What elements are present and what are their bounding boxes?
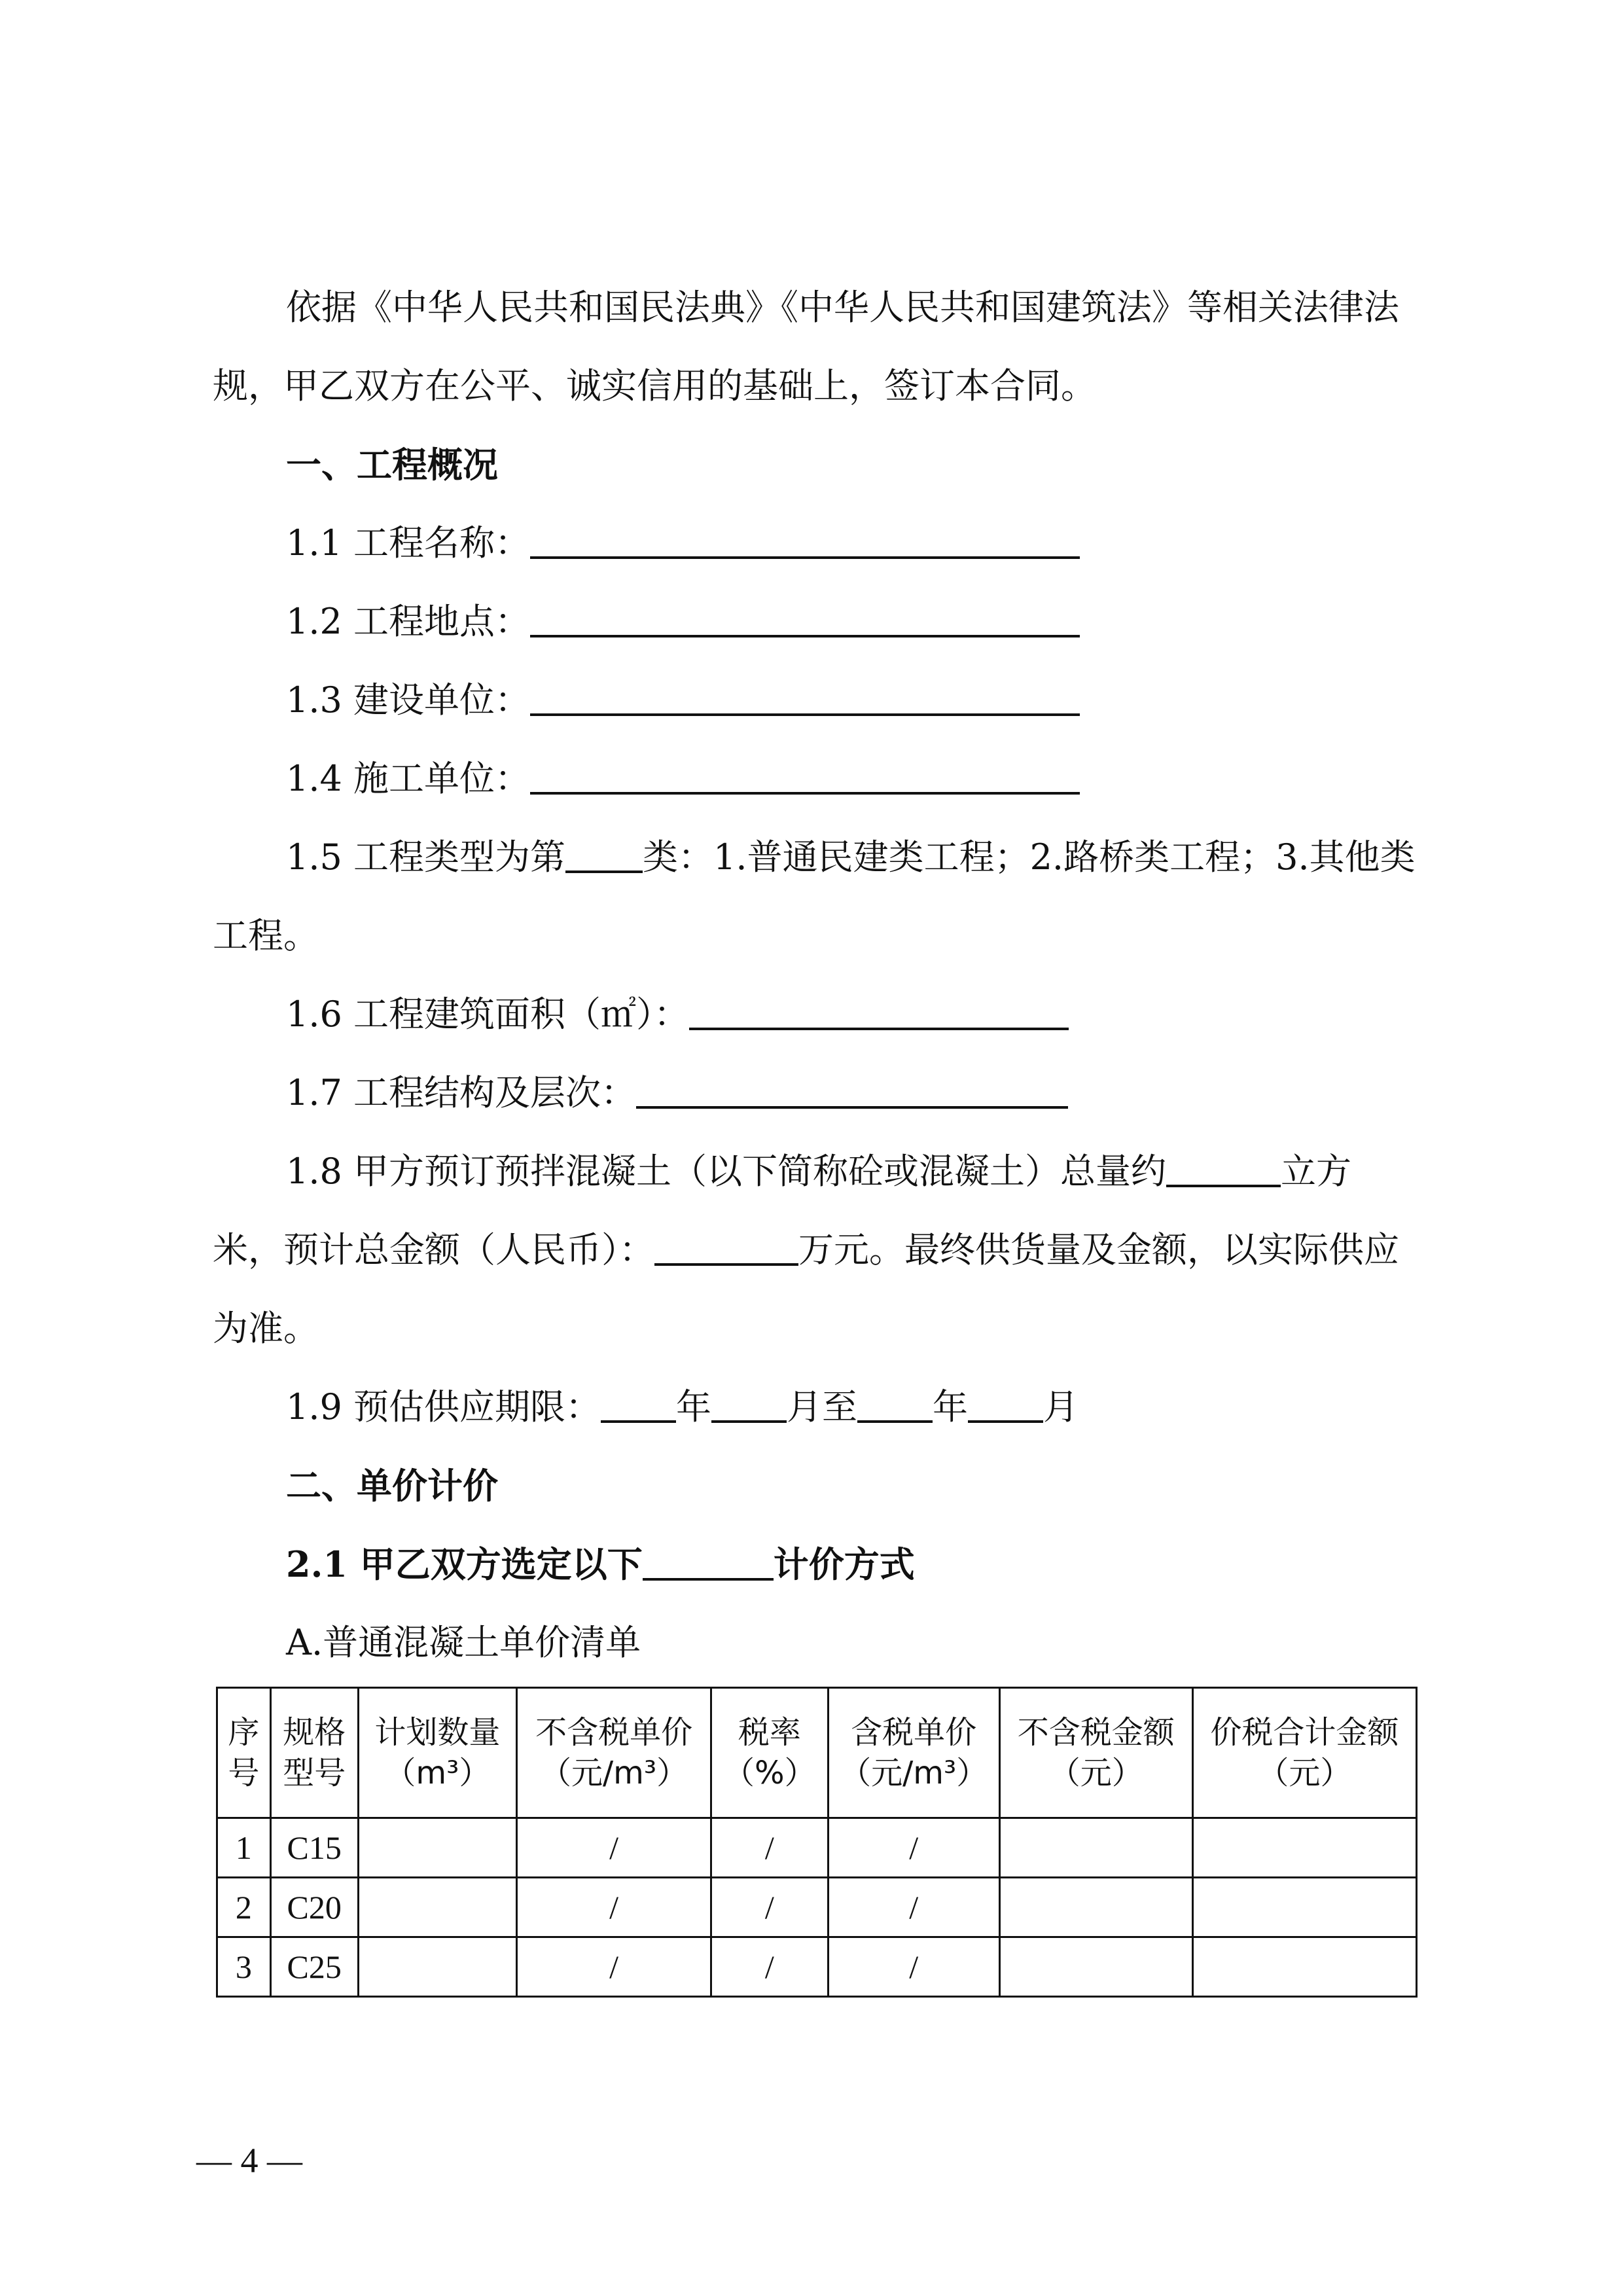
project-type-options: 类：1.普通民建类工程；2.路桥类工程；3.其他类工程。 (213, 836, 1416, 956)
cell-unit-price-incl-tax: / (828, 1818, 999, 1878)
header-serial: 序 号 (217, 1688, 271, 1818)
cell-spec: C15 (270, 1818, 358, 1878)
cell-unit-price-excl-tax: / (517, 1937, 711, 1997)
project-name-line (286, 504, 1080, 583)
header-tax-rate: 税率 （%） (711, 1688, 828, 1818)
cell-spec: C25 (270, 1937, 358, 1997)
project-type-paragraph (213, 818, 1417, 975)
project-location-line (286, 583, 1080, 661)
end-year-unit: 年 (933, 1386, 969, 1427)
header-planned-qty: 计划数量 （m³） (358, 1688, 517, 1818)
cell-total-amount[interactable] (1192, 1937, 1416, 1997)
cell-spec: C20 (270, 1878, 358, 1937)
construction-unit-label: 1.3 建设单位： (286, 679, 531, 721)
pricing-method-label: 2.1 甲乙双方选定以下 (286, 1543, 643, 1585)
cell-serial: 1 (217, 1818, 271, 1878)
start-month-blank[interactable] (711, 1387, 787, 1423)
header-spec: 规格 型号 (270, 1688, 358, 1818)
section2-heading: 二、单价计价 (286, 1465, 498, 1507)
pricing-method-line (286, 1525, 915, 1604)
table-header-row (217, 1688, 1417, 1818)
table-row (217, 1878, 1417, 1937)
builder-unit-line (286, 740, 1080, 818)
price-table-title: A.普通混凝土单价清单 (286, 1622, 641, 1663)
cell-unit-price-excl-tax: / (517, 1878, 711, 1937)
cell-amount-excl-tax[interactable] (999, 1878, 1192, 1937)
cell-serial: 2 (217, 1878, 271, 1937)
cell-tax-rate: / (711, 1818, 828, 1878)
cell-amount-excl-tax[interactable] (999, 1937, 1192, 1997)
construction-unit-line (286, 661, 1080, 740)
building-area-line (286, 975, 1069, 1054)
intro-paragraph: 依据《中华人民共和国民法典》《中华人民共和国建筑法》等相关法律法规，甲乙双方在公平、诚实信用的基础上，签订本合同。 (213, 287, 1399, 406)
cell-total-amount[interactable] (1192, 1818, 1416, 1878)
structure-blank[interactable] (636, 1073, 1068, 1109)
cell-unit-price-incl-tax: / (828, 1937, 999, 1997)
structure-line (286, 1054, 1068, 1132)
cell-tax-rate: / (711, 1878, 828, 1937)
cell-planned-qty[interactable] (358, 1937, 517, 1997)
start-year-unit: 年 (676, 1386, 712, 1427)
cell-tax-rate: / (711, 1937, 828, 1997)
header-unit-price-incl-tax: 含税单价 （元/m³） (828, 1688, 999, 1818)
project-location-blank[interactable] (530, 601, 1080, 637)
table-row (217, 1818, 1417, 1878)
price-table (216, 1687, 1418, 1998)
end-month-unit: 月 (1043, 1386, 1079, 1427)
page-number: — 4 — (196, 2141, 302, 2180)
cell-unit-price-excl-tax: / (517, 1818, 711, 1878)
end-year-blank[interactable] (857, 1387, 933, 1423)
header-total-amount: 价税合计金额 （元） (1192, 1688, 1416, 1818)
concrete-volume-label: 1.8 甲方预订预拌混凝土（以下简称砼或混凝土）总量约 (286, 1151, 1167, 1192)
cell-amount-excl-tax[interactable] (999, 1818, 1192, 1878)
builder-unit-label: 1.4 施工单位： (286, 758, 531, 799)
pricing-method-suffix: 计价方式 (773, 1543, 915, 1585)
start-year-blank[interactable] (601, 1387, 676, 1423)
end-month-blank[interactable] (968, 1387, 1043, 1423)
project-type-blank[interactable] (565, 837, 643, 873)
cell-planned-qty[interactable] (358, 1818, 517, 1878)
start-month-unit: 月至 (787, 1386, 858, 1427)
pricing-method-blank[interactable] (643, 1545, 774, 1581)
structure-label: 1.7 工程结构及层次： (286, 1072, 637, 1113)
table-row (217, 1937, 1417, 1997)
cell-planned-qty[interactable] (358, 1878, 517, 1937)
project-name-blank[interactable] (530, 523, 1080, 559)
building-area-label: 1.6 工程建筑面积（㎡）： (286, 994, 690, 1035)
project-type-label: 1.5 工程类型为第 (286, 836, 566, 878)
cell-total-amount[interactable] (1192, 1878, 1416, 1937)
header-unit-price-excl-tax: 不含税单价 （元/m³） (517, 1688, 711, 1818)
final-supply-note: 万元。最终供货量及金额，以实际供应为准。 (213, 1229, 1399, 1349)
cell-unit-price-incl-tax: / (828, 1878, 999, 1937)
concrete-volume-blank[interactable] (1166, 1151, 1281, 1187)
total-amount-blank[interactable] (654, 1230, 798, 1266)
total-amount-label: 立方米，预计总金额（人民币）： (213, 1151, 1352, 1270)
supply-period-label: 1.9 预估供应期限： (286, 1386, 601, 1427)
construction-unit-blank[interactable] (530, 680, 1080, 716)
building-area-blank[interactable] (689, 994, 1069, 1030)
cell-serial: 3 (217, 1937, 271, 1997)
supply-period-line (286, 1368, 1079, 1446)
project-location-label: 1.2 工程地点： (286, 601, 531, 642)
section1-heading: 一、工程概况 (286, 444, 498, 486)
builder-unit-blank[interactable] (530, 759, 1080, 795)
header-amount-excl-tax: 不含税金额 （元） (999, 1688, 1192, 1818)
concrete-volume-paragraph (213, 1132, 1417, 1368)
project-name-label: 1.1 工程名称： (286, 522, 531, 564)
